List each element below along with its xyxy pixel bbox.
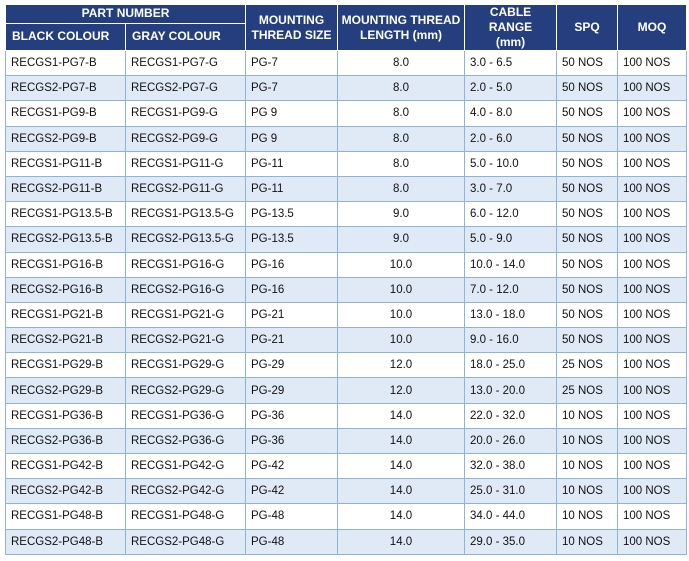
cell-black-colour-part: RECGS2-PG21-B xyxy=(6,328,126,353)
cell-cable-range: 2.0 - 6.0 xyxy=(465,126,557,151)
cell-black-colour-part: RECGS2-PG9-B xyxy=(6,126,126,151)
cell-black-colour-part: RECGS1-PG29-B xyxy=(6,353,126,378)
cell-black-colour-part: RECGS1-PG21-B xyxy=(6,302,126,327)
cell-black-colour-part: RECGS2-PG48-B xyxy=(6,529,126,554)
cell-mounting-thread-length: 9.0 xyxy=(338,202,465,227)
cell-mounting-thread-size: PG-7 xyxy=(246,76,338,101)
cell-mounting-thread-size: PG-7 xyxy=(246,51,338,76)
cell-moq: 100 NOS xyxy=(618,454,687,479)
cell-moq: 100 NOS xyxy=(618,51,687,76)
cell-moq: 100 NOS xyxy=(618,126,687,151)
cell-moq: 100 NOS xyxy=(618,353,687,378)
cell-gray-colour-part: RECGS1-PG9-G xyxy=(126,101,246,126)
cell-gray-colour-part: RECGS1-PG16-G xyxy=(126,252,246,277)
cell-mounting-thread-size: PG-29 xyxy=(246,353,338,378)
cell-mounting-thread-length: 8.0 xyxy=(338,176,465,201)
cell-moq: 100 NOS xyxy=(618,252,687,277)
cell-cable-range: 25.0 - 31.0 xyxy=(465,479,557,504)
cell-gray-colour-part: RECGS2-PG48-G xyxy=(126,529,246,554)
cell-cable-range: 20.0 - 26.0 xyxy=(465,428,557,453)
header-moq: MOQ xyxy=(618,5,687,51)
cell-moq: 100 NOS xyxy=(618,302,687,327)
cell-spq: 25 NOS xyxy=(557,353,618,378)
header-cable-range xyxy=(465,5,557,51)
cell-mounting-thread-length: 10.0 xyxy=(338,328,465,353)
cell-black-colour-part: RECGS1-PG48-B xyxy=(6,504,126,529)
header-mounting-thread-length xyxy=(338,5,465,51)
cell-cable-range: 2.0 - 5.0 xyxy=(465,76,557,101)
table-row xyxy=(6,176,687,201)
spec-table-container xyxy=(5,4,686,555)
cell-mounting-thread-length: 8.0 xyxy=(338,51,465,76)
cell-gray-colour-part: RECGS1-PG36-G xyxy=(126,403,246,428)
cell-mounting-thread-size: PG-36 xyxy=(246,403,338,428)
cell-spq: 50 NOS xyxy=(557,151,618,176)
cell-spq: 50 NOS xyxy=(557,252,618,277)
cell-cable-range: 29.0 - 35.0 xyxy=(465,529,557,554)
cell-mounting-thread-length: 14.0 xyxy=(338,454,465,479)
header-spq: SPQ xyxy=(557,5,618,51)
cell-mounting-thread-size: PG-48 xyxy=(246,529,338,554)
cell-gray-colour-part: RECGS2-PG21-G xyxy=(126,328,246,353)
cell-mounting-thread-length: 12.0 xyxy=(338,378,465,403)
cell-spq: 10 NOS xyxy=(557,529,618,554)
table-body xyxy=(6,51,687,555)
cell-spq: 50 NOS xyxy=(557,176,618,201)
cell-moq: 100 NOS xyxy=(618,378,687,403)
cell-black-colour-part: RECGS2-PG16-B xyxy=(6,277,126,302)
cell-mounting-thread-length: 8.0 xyxy=(338,76,465,101)
cell-mounting-thread-length: 8.0 xyxy=(338,126,465,151)
table-row xyxy=(6,101,687,126)
header-mounting-thread-size xyxy=(246,5,338,51)
table-row xyxy=(6,76,687,101)
cell-mounting-thread-size: PG-11 xyxy=(246,176,338,201)
cell-black-colour-part: RECGS2-PG13.5-B xyxy=(6,227,126,252)
cell-cable-range: 34.0 - 44.0 xyxy=(465,504,557,529)
cell-gray-colour-part: RECGS1-PG48-G xyxy=(126,504,246,529)
cell-mounting-thread-length: 8.0 xyxy=(338,101,465,126)
table-row xyxy=(6,202,687,227)
cell-cable-range: 4.0 - 8.0 xyxy=(465,101,557,126)
cell-moq: 100 NOS xyxy=(618,479,687,504)
cell-mounting-thread-size: PG-13.5 xyxy=(246,202,338,227)
table-row xyxy=(6,403,687,428)
cell-mounting-thread-length: 8.0 xyxy=(338,151,465,176)
table-row xyxy=(6,302,687,327)
cell-mounting-thread-length: 10.0 xyxy=(338,302,465,327)
table-row xyxy=(6,504,687,529)
cable-gland-spec-table xyxy=(5,4,687,555)
cell-cable-range: 3.0 - 6.5 xyxy=(465,51,557,76)
cell-spq: 10 NOS xyxy=(557,454,618,479)
cell-mounting-thread-length: 12.0 xyxy=(338,353,465,378)
cell-black-colour-part: RECGS2-PG11-B xyxy=(6,176,126,201)
cell-moq: 100 NOS xyxy=(618,504,687,529)
cell-moq: 100 NOS xyxy=(618,277,687,302)
cell-moq: 100 NOS xyxy=(618,227,687,252)
cell-gray-colour-part: RECGS2-PG9-G xyxy=(126,126,246,151)
cell-cable-range: 10.0 - 14.0 xyxy=(465,252,557,277)
cell-mounting-thread-size: PG-36 xyxy=(246,428,338,453)
cell-spq: 50 NOS xyxy=(557,328,618,353)
cell-black-colour-part: RECGS1-PG11-B xyxy=(6,151,126,176)
cell-moq: 100 NOS xyxy=(618,101,687,126)
cell-black-colour-part: RECGS1-PG16-B xyxy=(6,252,126,277)
cell-mounting-thread-length: 14.0 xyxy=(338,529,465,554)
cell-cable-range: 13.0 - 20.0 xyxy=(465,378,557,403)
table-row xyxy=(6,277,687,302)
table-row xyxy=(6,529,687,554)
cell-gray-colour-part: RECGS2-PG16-G xyxy=(126,277,246,302)
cell-gray-colour-part: RECGS1-PG29-G xyxy=(126,353,246,378)
cell-cable-range: 13.0 - 18.0 xyxy=(465,302,557,327)
cell-cable-range: 18.0 - 25.0 xyxy=(465,353,557,378)
cell-black-colour-part: RECGS2-PG42-B xyxy=(6,479,126,504)
cell-mounting-thread-size: PG-48 xyxy=(246,504,338,529)
cell-mounting-thread-size: PG-21 xyxy=(246,302,338,327)
cell-spq: 50 NOS xyxy=(557,76,618,101)
cell-gray-colour-part: RECGS1-PG21-G xyxy=(126,302,246,327)
cell-spq: 10 NOS xyxy=(557,504,618,529)
header-black-colour: BLACK COLOUR xyxy=(6,23,126,50)
cell-gray-colour-part: RECGS2-PG7-G xyxy=(126,76,246,101)
cell-spq: 50 NOS xyxy=(557,202,618,227)
table-header xyxy=(6,5,687,51)
table-row xyxy=(6,479,687,504)
cell-gray-colour-part: RECGS1-PG42-G xyxy=(126,454,246,479)
cell-gray-colour-part: RECGS2-PG11-G xyxy=(126,176,246,201)
cell-black-colour-part: RECGS1-PG42-B xyxy=(6,454,126,479)
table-row xyxy=(6,454,687,479)
cell-black-colour-part: RECGS2-PG29-B xyxy=(6,378,126,403)
cell-mounting-thread-size: PG-11 xyxy=(246,151,338,176)
cell-cable-range: 9.0 - 16.0 xyxy=(465,328,557,353)
table-row xyxy=(6,252,687,277)
cell-cable-range: 3.0 - 7.0 xyxy=(465,176,557,201)
header-mounting-thread-length-line1: MOUNTING THREAD xyxy=(341,12,461,27)
cell-cable-range: 32.0 - 38.0 xyxy=(465,454,557,479)
header-part-number: PART NUMBER xyxy=(6,5,246,24)
cell-gray-colour-part: RECGS2-PG42-G xyxy=(126,479,246,504)
cell-black-colour-part: RECGS1-PG13.5-B xyxy=(6,202,126,227)
cell-cable-range: 5.0 - 9.0 xyxy=(465,227,557,252)
header-mounting-thread-size-line1: MOUNTING xyxy=(258,12,325,27)
header-mounting-thread-size-line2: THREAD SIZE xyxy=(251,27,332,42)
cell-moq: 100 NOS xyxy=(618,202,687,227)
table-row xyxy=(6,378,687,403)
header-gray-colour: GRAY COLOUR xyxy=(126,23,246,50)
cell-cable-range: 6.0 - 12.0 xyxy=(465,202,557,227)
cell-cable-range: 5.0 - 10.0 xyxy=(465,151,557,176)
cell-spq: 50 NOS xyxy=(557,302,618,327)
cell-black-colour-part: RECGS1-PG36-B xyxy=(6,403,126,428)
cell-mounting-thread-length: 14.0 xyxy=(338,479,465,504)
cell-black-colour-part: RECGS2-PG7-B xyxy=(6,76,126,101)
cell-mounting-thread-size: PG-42 xyxy=(246,479,338,504)
cell-mounting-thread-size: PG-16 xyxy=(246,252,338,277)
cell-cable-range: 7.0 - 12.0 xyxy=(465,277,557,302)
cell-mounting-thread-size: PG 9 xyxy=(246,126,338,151)
table-row xyxy=(6,151,687,176)
header-mounting-thread-length-line2: LENGTH (mm) xyxy=(360,27,442,42)
table-row xyxy=(6,353,687,378)
cell-spq: 50 NOS xyxy=(557,277,618,302)
cell-mounting-thread-size: PG-42 xyxy=(246,454,338,479)
cell-mounting-thread-length: 10.0 xyxy=(338,277,465,302)
cell-mounting-thread-length: 14.0 xyxy=(338,428,465,453)
header-cable-range-line1: CABLE RANGE xyxy=(488,5,533,34)
cell-spq: 10 NOS xyxy=(557,479,618,504)
cell-gray-colour-part: RECGS1-PG13.5-G xyxy=(126,202,246,227)
table-row xyxy=(6,428,687,453)
cell-mounting-thread-size: PG-16 xyxy=(246,277,338,302)
cell-gray-colour-part: RECGS2-PG13.5-G xyxy=(126,227,246,252)
cell-black-colour-part: RECGS2-PG36-B xyxy=(6,428,126,453)
cell-spq: 10 NOS xyxy=(557,428,618,453)
table-row xyxy=(6,126,687,151)
header-cable-range-line2: (mm) xyxy=(495,35,526,49)
cell-moq: 100 NOS xyxy=(618,529,687,554)
cell-gray-colour-part: RECGS2-PG29-G xyxy=(126,378,246,403)
cell-moq: 100 NOS xyxy=(618,428,687,453)
table-row xyxy=(6,51,687,76)
table-row xyxy=(6,328,687,353)
cell-moq: 100 NOS xyxy=(618,328,687,353)
cell-spq: 50 NOS xyxy=(557,51,618,76)
cell-spq: 50 NOS xyxy=(557,101,618,126)
cell-moq: 100 NOS xyxy=(618,403,687,428)
cell-black-colour-part: RECGS1-PG7-B xyxy=(6,51,126,76)
cell-mounting-thread-length: 14.0 xyxy=(338,504,465,529)
table-row xyxy=(6,227,687,252)
cell-moq: 100 NOS xyxy=(618,76,687,101)
cell-mounting-thread-length: 9.0 xyxy=(338,227,465,252)
cell-mounting-thread-size: PG 9 xyxy=(246,101,338,126)
cell-spq: 50 NOS xyxy=(557,227,618,252)
cell-gray-colour-part: RECGS1-PG7-G xyxy=(126,51,246,76)
cell-gray-colour-part: RECGS1-PG11-G xyxy=(126,151,246,176)
cell-gray-colour-part: RECGS2-PG36-G xyxy=(126,428,246,453)
cell-moq: 100 NOS xyxy=(618,151,687,176)
cell-spq: 25 NOS xyxy=(557,378,618,403)
cell-mounting-thread-length: 14.0 xyxy=(338,403,465,428)
cell-mounting-thread-size: PG-21 xyxy=(246,328,338,353)
cell-moq: 100 NOS xyxy=(618,176,687,201)
cell-mounting-thread-size: PG-29 xyxy=(246,378,338,403)
cell-mounting-thread-size: PG-13.5 xyxy=(246,227,338,252)
cell-spq: 10 NOS xyxy=(557,403,618,428)
cell-mounting-thread-length: 10.0 xyxy=(338,252,465,277)
cell-cable-range: 22.0 - 32.0 xyxy=(465,403,557,428)
cell-spq: 50 NOS xyxy=(557,126,618,151)
cell-black-colour-part: RECGS1-PG9-B xyxy=(6,101,126,126)
